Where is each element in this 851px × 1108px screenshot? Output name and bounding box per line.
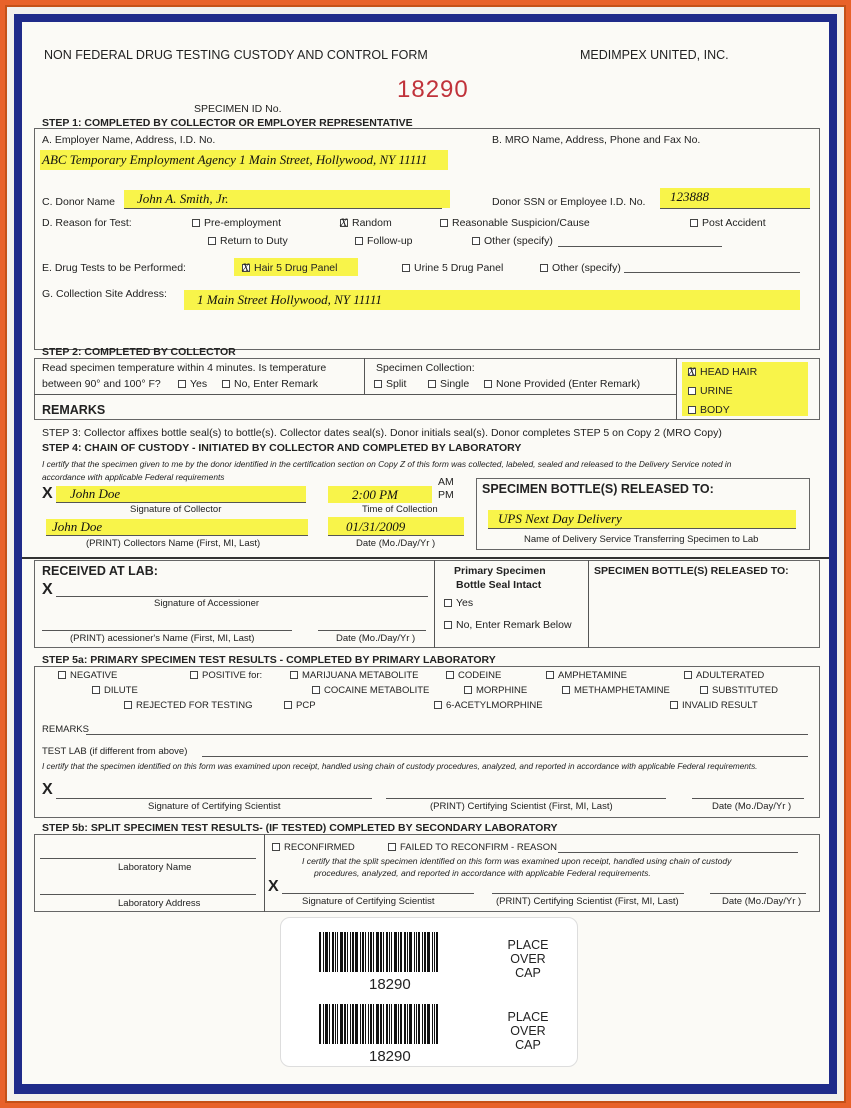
lab-name-line <box>40 858 256 859</box>
barcode-bar <box>432 932 433 972</box>
step5b-sig-line <box>282 893 474 894</box>
barcode-bar <box>344 1004 346 1044</box>
checkbox-icon <box>688 387 696 395</box>
result-pcp[interactable]: PCP <box>284 700 316 711</box>
result-morphine[interactable]: MORPHINE <box>464 685 527 696</box>
delivery-service-label: Name of Delivery Service Transferring Specimen to Lab <box>524 534 759 545</box>
checkbox-icon <box>222 380 230 388</box>
seal-title-2: Bottle Seal Intact <box>456 579 542 591</box>
ssn-line <box>660 208 810 209</box>
collection-single[interactable]: Single <box>428 378 469 390</box>
donor-name-value[interactable]: John A. Smith, Jr. <box>137 191 229 206</box>
barcode-bar <box>394 1004 397 1044</box>
step4-heading: STEP 4: CHAIN OF CUSTODY - INITIATED BY COLLECTOR AND COMPLETED BY LABORATORY <box>42 442 522 454</box>
test-other-line <box>624 272 800 273</box>
checkbox-icon <box>374 380 382 388</box>
barcode-bar <box>319 932 321 972</box>
step5b-name-line <box>492 893 684 894</box>
barcode-bar <box>323 1004 324 1044</box>
step3-text: STEP 3: Collector affixes bottle seal(s) to bottle(s). Collector dates seal(s). Donor initials seal(s). Donor completes STEP 5 on Copy 2 (MRO Copy) <box>42 427 722 439</box>
lab-name-label: Laboratory Name <box>118 862 192 873</box>
split-reconfirmed[interactable]: RECONFIRMED <box>272 842 355 853</box>
barcode-bar <box>352 1004 354 1044</box>
step5a-name-line <box>386 798 666 799</box>
checkbox-icon <box>684 671 692 679</box>
result-methamphetamine[interactable]: METHAMPHETAMINE <box>562 685 670 696</box>
step5a-date-line <box>692 798 804 799</box>
step5a-name-label: (PRINT) Certifying Scientist (First, MI, Last) <box>430 801 613 812</box>
barcode-bar <box>337 1004 338 1044</box>
step5b-certify-line1: I certify that the split specimen identified on this form was examined upon receipt, handled using chain of custody <box>302 856 732 866</box>
barcode-bar <box>391 932 392 972</box>
collector-name-label: (PRINT) Collectors Name (First, MI, Last) <box>86 538 261 549</box>
barcode-bar <box>360 1004 361 1044</box>
test-lab-label: TEST LAB (if different from above) <box>42 746 188 757</box>
barcode-bar <box>398 1004 399 1044</box>
checkbox-icon <box>355 237 363 245</box>
barcode-bar <box>332 1004 334 1044</box>
barcode-bar <box>365 932 366 972</box>
date-line <box>328 535 464 536</box>
checkbox-icon <box>700 686 708 694</box>
barcode-bar <box>427 932 430 972</box>
collection-site-value[interactable]: 1 Main Street Hollywood, NY 11111 <box>197 292 382 307</box>
step5a-remarks-label: REMARKS <box>42 724 89 735</box>
barcode-bar <box>329 1004 330 1044</box>
result-invalid[interactable]: INVALID RESULT <box>670 700 758 711</box>
lab-address-line <box>40 894 256 895</box>
barcode-bar <box>335 932 336 972</box>
barcode-2-icon <box>319 1004 440 1044</box>
received-at-lab-heading: RECEIVED AT LAB: <box>42 564 158 578</box>
result-substituted[interactable]: SUBSTITUTED <box>700 685 778 696</box>
barcode-bar <box>365 1004 366 1044</box>
specimen-id-number: 18290 <box>397 76 469 103</box>
barcode-bar <box>347 932 348 972</box>
barcode-bar <box>344 932 346 972</box>
result-marijuana[interactable]: MARIJUANA METABOLITE <box>290 670 418 681</box>
barcode-bar <box>404 1004 406 1044</box>
step2-divider-2 <box>676 358 677 420</box>
barcode-bar <box>355 932 358 972</box>
barcode-bar <box>400 932 402 972</box>
step2-divider-1 <box>364 358 365 394</box>
barcode-bar <box>370 932 372 972</box>
barcode-bar <box>418 932 420 972</box>
checked-box-icon <box>340 219 348 227</box>
specimen-collection-label: Specimen Collection: <box>376 362 475 374</box>
barcode-bar <box>436 1004 438 1044</box>
reason-pre-employment[interactable]: Pre-employment <box>192 217 281 229</box>
donor-name-line <box>124 208 442 209</box>
released-to-heading: SPECIMEN BOTTLE(S) RELEASED TO: <box>482 482 714 496</box>
barcode-bar <box>434 932 435 972</box>
barcode-bar <box>391 1004 392 1044</box>
result-codeine[interactable]: CODEINE <box>446 670 501 681</box>
split-reason-line <box>558 852 798 853</box>
barcode-bar <box>418 1004 420 1044</box>
barcode-bar <box>368 1004 369 1044</box>
reason-other[interactable]: Other (specify) <box>472 235 553 247</box>
step5b-heading: STEP 5b: SPLIT SPECIMEN TEST RESULTS- (IF TESTED) COMPLETED BY SECONDARY LABORATORY <box>42 822 558 834</box>
type-body[interactable]: BODY <box>688 404 730 416</box>
step2-heading: STEP 2: COMPLETED BY COLLECTOR <box>42 346 236 358</box>
barcode-bar <box>414 1004 415 1044</box>
barcode-bar <box>332 932 334 972</box>
checkbox-icon <box>290 671 298 679</box>
accessioner-name-label: (PRINT) acessioner's Name (First, MI, Last) <box>70 633 255 644</box>
checkbox-icon <box>272 843 280 851</box>
checkbox-icon <box>446 671 454 679</box>
type-urine[interactable]: URINE <box>688 385 733 397</box>
company-name: MEDIMPEX UNITED, INC. <box>580 48 729 62</box>
time-pm[interactable]: PM <box>438 489 454 501</box>
barcode-bar <box>424 1004 426 1044</box>
drug-tests-label: E. Drug Tests to be Performed: <box>42 262 186 274</box>
donor-ssn-value[interactable]: 123888 <box>670 189 709 204</box>
result-amphetamine[interactable]: AMPHETAMINE <box>546 670 627 681</box>
barcode-bar <box>389 1004 390 1044</box>
collection-none-provided[interactable]: None Provided (Enter Remark) <box>484 378 640 390</box>
accessioner-sig-line <box>56 596 428 597</box>
test-other[interactable]: Other (specify) <box>540 262 621 274</box>
collector-x-mark: X <box>42 485 53 502</box>
lab-released-to-heading: SPECIMEN BOTTLE(S) RELEASED TO: <box>594 565 789 577</box>
barcode-label-sticker[interactable] <box>280 917 578 1067</box>
collection-date-value[interactable]: 01/31/2009 <box>346 519 406 534</box>
checkbox-icon <box>402 264 410 272</box>
reason-label: D. Reason for Test: <box>42 217 132 229</box>
step5a-certify: I certify that the specimen identified on this form was examined upon receipt, handled using chain of custody procedures, analyzed, and reported in accordance with applicable Federal requirements. <box>42 762 758 771</box>
barcode-bar <box>422 932 423 972</box>
lab-date-line <box>318 630 426 631</box>
barcode-bar <box>409 932 412 972</box>
mro-label: B. MRO Name, Address, Phone and Fax No. <box>492 134 701 146</box>
step1-heading: STEP 1: COMPLETED BY COLLECTOR OR EMPLOYER REPRESENTATIVE <box>42 117 413 129</box>
reason-follow-up[interactable]: Follow-up <box>355 235 413 247</box>
form-title: NON FEDERAL DRUG TESTING CUSTODY AND CONTROL FORM <box>44 48 428 62</box>
barcode-bar <box>340 932 343 972</box>
donor-ssn-label: Donor SSN or Employee I.D. No. <box>492 196 646 208</box>
barcode-1-icon <box>319 932 440 972</box>
barcode-bar <box>329 932 330 972</box>
checkbox-icon <box>428 380 436 388</box>
barcode-bar <box>383 932 384 972</box>
barcode-bar <box>325 1004 328 1044</box>
barcode-number-1: 18290 <box>369 976 411 993</box>
step5b-signature-label: Signature of Certifying Scientist <box>302 896 435 907</box>
checkbox-icon <box>484 380 492 388</box>
collector-signature-label: Signature of Collector <box>130 504 222 515</box>
accessioner-name-line <box>42 630 292 631</box>
barcode-bar <box>380 1004 382 1044</box>
checkbox-icon <box>444 599 452 607</box>
step5b-divider <box>264 834 265 912</box>
reason-other-line <box>558 246 722 247</box>
checkbox-icon <box>688 406 696 414</box>
checkbox-icon <box>178 380 186 388</box>
collection-date-label: Date (Mo./Day/Yr ) <box>356 538 436 549</box>
barcode-bar <box>386 1004 388 1044</box>
result-6-acetylmorphine[interactable]: 6-ACETYLMORPHINE <box>434 700 543 711</box>
checkbox-icon <box>464 686 472 694</box>
donor-name-label: C. Donor Name <box>42 196 115 208</box>
accessioner-signature-label: Signature of Accessioner <box>154 598 260 609</box>
barcode-bar <box>337 932 338 972</box>
barcode-bar <box>373 932 374 972</box>
barcode-bar <box>362 1004 364 1044</box>
barcode-bar <box>407 1004 408 1044</box>
barcode-bar <box>409 1004 412 1044</box>
barcode-bar <box>383 1004 384 1044</box>
lab-divider-2 <box>588 560 589 648</box>
checkbox-icon <box>124 701 132 709</box>
barcode-bar <box>370 1004 372 1044</box>
barcode-bar <box>424 932 426 972</box>
result-dilute[interactable]: DILUTE <box>92 685 138 696</box>
checkbox-icon <box>540 264 548 272</box>
step5a-remarks-line <box>86 734 808 735</box>
barcode-bar <box>352 932 354 972</box>
barcode-bar <box>319 1004 321 1044</box>
barcode-number-2: 18290 <box>369 1048 411 1065</box>
lab-address-label: Laboratory Address <box>118 898 201 909</box>
barcode-bar <box>416 932 417 972</box>
barcode-bar <box>422 1004 423 1044</box>
checkbox-icon <box>284 701 292 709</box>
lab-divider <box>22 557 829 559</box>
seal-yes[interactable]: Yes <box>444 597 473 609</box>
checkbox-icon <box>546 671 554 679</box>
type-head-hair[interactable]: XHEAD HAIR <box>688 366 757 378</box>
barcode-bar <box>350 1004 351 1044</box>
barcode-bar <box>394 932 397 972</box>
time-am[interactable]: AM <box>438 476 454 488</box>
checkbox-icon <box>444 621 452 629</box>
checkbox-icon <box>472 237 480 245</box>
barcode-bar <box>436 932 438 972</box>
test-urine-panel[interactable]: Urine 5 Drug Panel <box>402 262 503 274</box>
step4-certify-line2: accordance with applicable Federal requirements <box>42 472 225 482</box>
employer-label: A. Employer Name, Address, I.D. No. <box>42 134 216 146</box>
checked-box-icon <box>242 264 250 272</box>
checkbox-icon <box>208 237 216 245</box>
barcode-bar <box>414 932 415 972</box>
barcode-bar <box>380 932 382 972</box>
barcode-bar <box>350 932 351 972</box>
barcode-bar <box>323 932 324 972</box>
step4-certify-line1: I certify that the specimen given to me by the donor identified in the certification section on Copy Z of this form was collected, labeled, sealed and released to the Delivery Service noted in <box>42 459 732 469</box>
employer-value[interactable]: ABC Temporary Employment Agency 1 Main Street, Hollywood, NY 11111 <box>42 152 428 167</box>
time-label: Time of Collection <box>362 504 438 515</box>
test-lab-line <box>202 756 808 757</box>
checkbox-icon <box>58 671 66 679</box>
barcode-bar <box>434 1004 435 1044</box>
checkbox-icon <box>192 219 200 227</box>
step5a-sig-line <box>56 798 372 799</box>
reason-random[interactable]: X Random <box>340 217 392 229</box>
temperature-yes[interactable]: Yes <box>178 378 207 390</box>
form-page <box>22 22 829 1084</box>
collection-site-label: G. Collection Site Address: <box>42 288 167 300</box>
delivery-line <box>488 528 796 529</box>
reason-suspicion[interactable]: Reasonable Suspicion/Cause <box>440 217 590 229</box>
barcode-bar <box>362 932 364 972</box>
split-failed[interactable]: FAILED TO RECONFIRM - REASON <box>388 842 557 853</box>
step5b-x-mark: X <box>268 878 279 895</box>
barcode-bar <box>376 1004 379 1044</box>
barcode-bar <box>416 1004 417 1044</box>
step2-row-line <box>34 394 676 395</box>
collector-sig-line <box>56 502 306 503</box>
checkbox-icon <box>562 686 570 694</box>
barcode-bar <box>400 1004 402 1044</box>
collection-split[interactable]: Split <box>374 378 406 390</box>
barcode-bar <box>340 1004 343 1044</box>
collector-signature-value[interactable]: John Doe <box>70 486 121 501</box>
checkbox-icon <box>388 843 396 851</box>
result-positive-for[interactable]: POSITIVE for: <box>190 670 262 681</box>
barcode-bar <box>389 932 390 972</box>
temperature-question: Read specimen temperature within 4 minutes. Is temperature <box>42 362 327 374</box>
barcode-bar <box>427 1004 430 1044</box>
barcode-bar <box>398 932 399 972</box>
result-adulterated[interactable]: ADULTERATED <box>684 670 764 681</box>
barcode-bar <box>347 1004 348 1044</box>
barcode-bar <box>404 932 406 972</box>
step5b-date-label: Date (Mo./Day/Yr ) <box>722 896 802 907</box>
barcode-bar <box>335 1004 336 1044</box>
checkbox-icon <box>434 701 442 709</box>
result-rejected[interactable]: REJECTED FOR TESTING <box>124 700 252 711</box>
remarks-heading: REMARKS <box>42 403 106 417</box>
checkbox-icon <box>670 701 678 709</box>
result-negative[interactable]: NEGATIVE <box>58 670 117 681</box>
reason-return-to-duty[interactable]: Return to Duty <box>208 235 288 247</box>
checked-box-icon <box>688 368 696 376</box>
barcode-bar <box>432 1004 433 1044</box>
lab-divider-1 <box>434 560 435 648</box>
step5b-date-line <box>710 893 806 894</box>
place-over-cap-1: PLACE OVER CAP <box>507 938 549 980</box>
seal-no[interactable]: No, Enter Remark Below <box>444 619 572 631</box>
test-hair-panel[interactable]: X Hair 5 Drug Panel <box>242 262 337 274</box>
seal-title-1: Primary Specimen <box>454 565 546 577</box>
step5a-x-mark: X <box>42 781 53 798</box>
barcode-bar <box>360 932 361 972</box>
step5b-name-label: (PRINT) Certifying Scientist (First, MI, Last) <box>496 896 679 907</box>
reason-post-accident[interactable]: Post Accident <box>690 217 766 229</box>
barcode-bar <box>376 932 379 972</box>
barcode-bar <box>386 932 388 972</box>
step5a-signature-label: Signature of Certifying Scientist <box>148 801 281 812</box>
barcode-bar <box>325 932 328 972</box>
result-cocaine[interactable]: COCAINE METABOLITE <box>312 685 429 696</box>
barcode-bar <box>407 932 408 972</box>
checkbox-icon <box>690 219 698 227</box>
checkbox-icon <box>92 686 100 694</box>
step5b-certify-line2: procedures, analyzed, and reported in accordance with applicable Federal requirements. <box>314 868 651 878</box>
collector-name-value[interactable]: John Doe <box>52 519 103 534</box>
checkbox-icon <box>440 219 448 227</box>
checkbox-icon <box>190 671 198 679</box>
step5a-heading: STEP 5a: PRIMARY SPECIMEN TEST RESULTS - COMPLETED BY PRIMARY LABORATORY <box>42 654 496 666</box>
lab-date-label: Date (Mo./Day/Yr ) <box>336 633 416 644</box>
temperature-no[interactable]: No, Enter Remark <box>222 378 318 390</box>
temperature-range: between 90° and 100° F? <box>42 378 161 390</box>
delivery-service-value[interactable]: UPS Next Day Delivery <box>498 511 622 526</box>
collector-name-line <box>46 535 308 536</box>
barcode-bar <box>355 1004 358 1044</box>
barcode-bar <box>373 1004 374 1044</box>
step5a-date-label: Date (Mo./Day/Yr ) <box>712 801 792 812</box>
time-value[interactable]: 2:00 PM <box>352 487 398 502</box>
barcode-bar <box>368 932 369 972</box>
specimen-id-label: SPECIMEN ID No. <box>194 103 282 115</box>
checkbox-icon <box>312 686 320 694</box>
accessioner-x-mark: X <box>42 581 53 598</box>
place-over-cap-2: PLACE OVER CAP <box>507 1010 549 1052</box>
